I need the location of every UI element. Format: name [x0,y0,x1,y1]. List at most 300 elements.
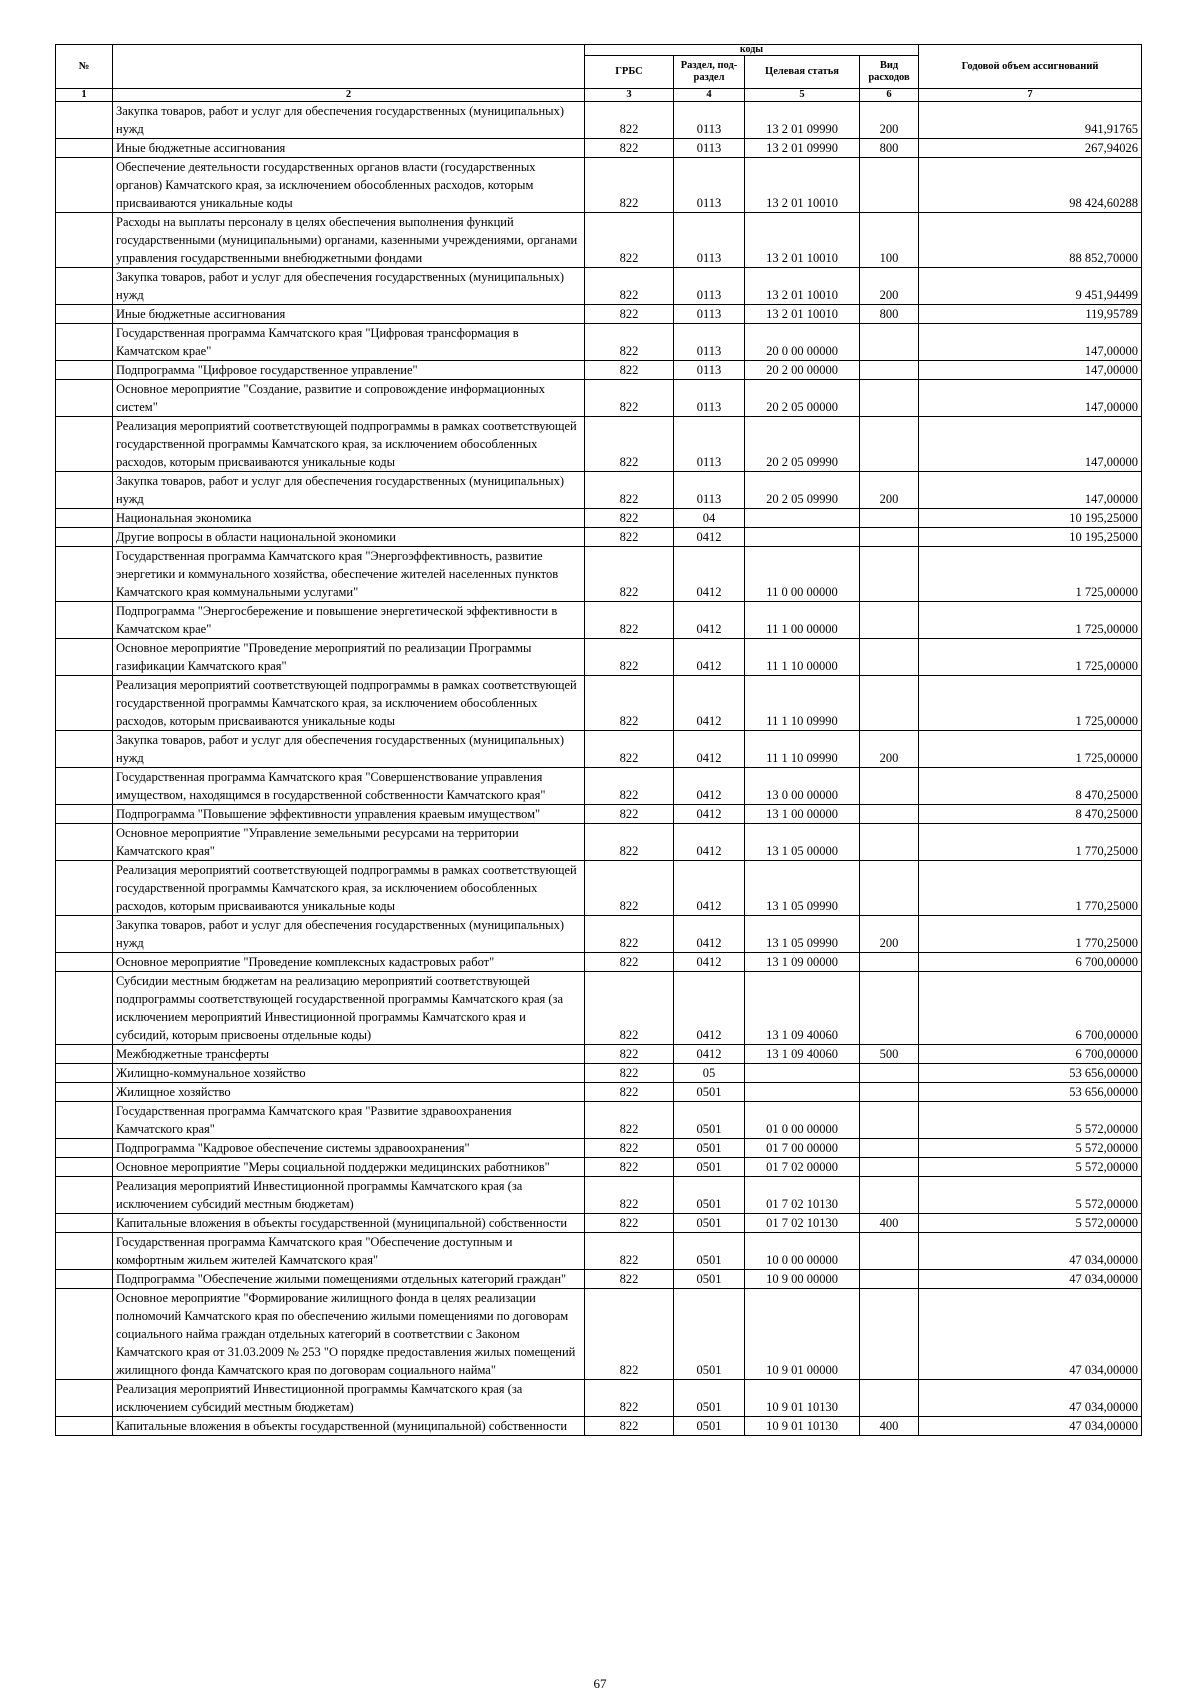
row-amount: 147,00000 [919,361,1142,380]
row-grbs: 822 [585,102,674,139]
row-target: 13 1 09 00000 [745,953,860,972]
row-kind [860,528,919,547]
row-kind [860,158,919,213]
row-kind [860,1289,919,1380]
row-name: Подпрограмма "Кадровое обеспечение системы здравоохранения" [113,1139,585,1158]
table-row [56,1045,1142,1064]
row-grbs: 822 [585,953,674,972]
table-row [56,602,1142,639]
table-row [56,1270,1142,1289]
row-amount: 10 195,25000 [919,509,1142,528]
row-number [56,213,113,268]
row-amount: 5 572,00000 [919,1177,1142,1214]
row-grbs: 822 [585,158,674,213]
row-section: 0501 [674,1289,745,1380]
row-section: 0412 [674,639,745,676]
row-number [56,1233,113,1270]
row-kind [860,953,919,972]
col-number: 6 [860,89,919,102]
table-row [56,102,1142,139]
table-row [56,824,1142,861]
row-name: Реализация мероприятий Инвестиционной программы Камчатского края (за исключением субсидий местным бюджетам) [113,1380,585,1417]
row-kind: 100 [860,213,919,268]
row-grbs: 822 [585,324,674,361]
row-kind [860,380,919,417]
row-target [745,528,860,547]
row-section: 0412 [674,1045,745,1064]
row-target: 13 0 00 00000 [745,768,860,805]
row-number [56,305,113,324]
row-kind [860,1139,919,1158]
row-number [56,768,113,805]
row-target: 13 1 09 40060 [745,1045,860,1064]
row-number [56,1177,113,1214]
row-name: Жилищное хозяйство [113,1083,585,1102]
row-grbs: 822 [585,1139,674,1158]
table-row [56,158,1142,213]
row-target: 13 2 01 10010 [745,305,860,324]
row-number [56,380,113,417]
row-number [56,1380,113,1417]
row-number [56,731,113,768]
row-kind: 200 [860,268,919,305]
row-name: Основное мероприятие "Проведение мероприятий по реализации Программы газификации Камчатского края" [113,639,585,676]
row-section: 0113 [674,324,745,361]
row-grbs: 822 [585,861,674,916]
row-name: Основное мероприятие "Управление земельными ресурсами на территории Камчатского края" [113,824,585,861]
row-section: 0501 [674,1270,745,1289]
table-row [56,861,1142,916]
row-amount: 6 700,00000 [919,953,1142,972]
table-row [56,731,1142,768]
table-row [56,1102,1142,1139]
row-grbs: 822 [585,676,674,731]
table-row [56,1139,1142,1158]
row-number [56,1064,113,1083]
row-target: 11 0 00 00000 [745,547,860,602]
row-target: 20 2 05 09990 [745,417,860,472]
row-name: Расходы на выплаты персоналу в целях обеспечения выполнения функций государственными (муниципальными) органами, казенными учреждениями, органами управления государственными внебюджетными фондами [113,213,585,268]
row-section: 0501 [674,1139,745,1158]
table-row [56,768,1142,805]
row-grbs: 822 [585,602,674,639]
row-target [745,1064,860,1083]
row-name: Подпрограмма "Энергосбережение и повышение энергетической эффективности в Камчатском крае" [113,602,585,639]
row-grbs: 822 [585,305,674,324]
row-kind [860,509,919,528]
row-number [56,324,113,361]
col-number: 1 [56,89,113,102]
row-kind: 800 [860,305,919,324]
row-grbs: 822 [585,1045,674,1064]
row-grbs: 822 [585,1270,674,1289]
row-amount: 267,94026 [919,139,1142,158]
col-number: 7 [919,89,1142,102]
row-grbs: 822 [585,380,674,417]
table-row [56,1064,1142,1083]
row-amount: 10 195,25000 [919,528,1142,547]
row-amount: 88 852,70000 [919,213,1142,268]
row-section: 0501 [674,1380,745,1417]
row-kind [860,1380,919,1417]
row-target: 11 1 10 09990 [745,676,860,731]
row-name: Иные бюджетные ассигнования [113,305,585,324]
row-amount: 147,00000 [919,417,1142,472]
row-target: 13 1 05 00000 [745,824,860,861]
row-amount: 9 451,94499 [919,268,1142,305]
row-target: 13 2 01 09990 [745,139,860,158]
row-name: Реализация мероприятий соответствующей подпрограммы в рамках соответствующей государственной программы Камчатского края, за исключением обособленных расходов, которым присваиваются уникальные коды [113,676,585,731]
table-header [56,45,1142,102]
header-target: Целевая статья [745,56,860,89]
row-name: Жилищно-коммунальное хозяйство [113,1064,585,1083]
row-grbs: 822 [585,139,674,158]
row-kind [860,547,919,602]
row-name: Закупка товаров, работ и услуг для обеспечения государственных (муниципальных) нужд [113,731,585,768]
row-kind [860,324,919,361]
row-kind [860,361,919,380]
header-codes: коды [585,45,919,56]
row-kind [860,1177,919,1214]
row-number [56,472,113,509]
table-row [56,916,1142,953]
row-section: 0412 [674,731,745,768]
row-amount: 47 034,00000 [919,1289,1142,1380]
row-amount: 1 725,00000 [919,602,1142,639]
row-target: 01 7 02 10130 [745,1214,860,1233]
row-section: 0501 [674,1158,745,1177]
table-row [56,213,1142,268]
row-grbs: 822 [585,1158,674,1177]
row-amount: 6 700,00000 [919,1045,1142,1064]
row-amount: 1 770,25000 [919,824,1142,861]
table-row [56,1214,1142,1233]
row-grbs: 822 [585,361,674,380]
row-target: 13 1 05 09990 [745,861,860,916]
row-section: 0113 [674,139,745,158]
row-amount: 1 725,00000 [919,676,1142,731]
row-kind [860,1102,919,1139]
row-section: 0501 [674,1417,745,1436]
row-amount: 1 725,00000 [919,731,1142,768]
row-grbs: 822 [585,916,674,953]
table-row [56,639,1142,676]
header-number: № [56,45,113,89]
row-grbs: 822 [585,768,674,805]
row-number [56,528,113,547]
row-amount: 5 572,00000 [919,1102,1142,1139]
row-name: Государственная программа Камчатского края "Энергоэффективность, развитие энергетики и коммунального хозяйства, обеспечение жителей населенных пунктов Камчатского края коммунальными услугами" [113,547,585,602]
row-name: Закупка товаров, работ и услуг для обеспечения государственных (муниципальных) нужд [113,268,585,305]
row-amount: 1 725,00000 [919,639,1142,676]
row-number [56,1083,113,1102]
header-grbs: ГРБС [585,56,674,89]
table-row [56,305,1142,324]
row-number [56,139,113,158]
col-number: 4 [674,89,745,102]
row-name: Основное мероприятие "Формирование жилищного фонда в целях реализации полномочий Камчатского края по обеспечению жилыми помещениями по договорам социального найма граждан отдельных категорий в соответствии с Законом Камчатского края от 31.03.2009 № 253 "О порядке предоставления жилых помещений жилищного фонда Камчатского края по договорам социального найма" [113,1289,585,1380]
row-section: 0501 [674,1177,745,1214]
row-number [56,916,113,953]
row-target: 20 2 05 09990 [745,472,860,509]
row-name: Другие вопросы в области национальной экономики [113,528,585,547]
header-annual: Годовой объем ассигнований [919,45,1142,89]
row-kind: 400 [860,1214,919,1233]
row-amount: 53 656,00000 [919,1064,1142,1083]
row-target: 01 7 02 10130 [745,1177,860,1214]
row-kind: 500 [860,1045,919,1064]
row-section: 0113 [674,213,745,268]
row-section: 0113 [674,417,745,472]
row-grbs: 822 [585,972,674,1045]
page-number: 67 [593,1676,607,1691]
row-section: 0412 [674,972,745,1045]
row-section: 0412 [674,861,745,916]
row-kind [860,1064,919,1083]
row-name: Основное мероприятие "Меры социальной поддержки медицинских работников" [113,1158,585,1177]
row-section: 0412 [674,953,745,972]
row-number [56,1270,113,1289]
row-name: Капитальные вложения в объекты государственной (муниципальной) собственности [113,1214,585,1233]
row-kind [860,972,919,1045]
row-number [56,1139,113,1158]
row-number [56,602,113,639]
table-row [56,380,1142,417]
row-name: Закупка товаров, работ и услуг для обеспечения государственных (муниципальных) нужд [113,916,585,953]
row-number [56,268,113,305]
row-section: 0113 [674,158,745,213]
row-number [56,1417,113,1436]
row-amount: 5 572,00000 [919,1139,1142,1158]
row-section: 05 [674,1064,745,1083]
row-amount: 147,00000 [919,472,1142,509]
row-target: 10 0 00 00000 [745,1233,860,1270]
row-kind [860,602,919,639]
row-name: Государственная программа Камчатского края "Цифровая трансформация в Камчатском крае" [113,324,585,361]
row-number [56,1214,113,1233]
row-kind: 200 [860,916,919,953]
budget-table [55,44,1142,1436]
row-number [56,1045,113,1064]
row-section: 0501 [674,1102,745,1139]
row-amount: 119,95789 [919,305,1142,324]
table-row [56,417,1142,472]
row-name: Закупка товаров, работ и услуг для обеспечения государственных (муниципальных) нужд [113,102,585,139]
row-number [56,509,113,528]
table-row [56,268,1142,305]
row-grbs: 822 [585,472,674,509]
row-target: 01 7 02 00000 [745,1158,860,1177]
row-section: 0412 [674,528,745,547]
row-amount: 6 700,00000 [919,972,1142,1045]
row-section: 0113 [674,361,745,380]
row-kind [860,861,919,916]
row-name: Реализация мероприятий соответствующей подпрограммы в рамках соответствующей государственной программы Камчатского края, за исключением обособленных расходов, которым присваиваются уникальные коды [113,861,585,916]
row-grbs: 822 [585,1083,674,1102]
row-grbs: 822 [585,1233,674,1270]
row-kind: 200 [860,102,919,139]
row-number [56,1158,113,1177]
row-number [56,158,113,213]
row-grbs: 822 [585,528,674,547]
row-number [56,361,113,380]
table-row [56,472,1142,509]
row-target: 13 1 00 00000 [745,805,860,824]
row-amount: 1 770,25000 [919,916,1142,953]
row-grbs: 822 [585,1064,674,1083]
row-target: 20 2 00 00000 [745,361,860,380]
row-name: Государственная программа Камчатского края "Развитие здравоохранения Камчатского края" [113,1102,585,1139]
row-amount: 8 470,25000 [919,805,1142,824]
row-grbs: 822 [585,213,674,268]
row-amount: 47 034,00000 [919,1380,1142,1417]
row-target: 10 9 01 10130 [745,1380,860,1417]
row-target: 13 2 01 10010 [745,158,860,213]
row-grbs: 822 [585,1289,674,1380]
row-amount: 941,91765 [919,102,1142,139]
row-grbs: 822 [585,1380,674,1417]
row-amount: 1 725,00000 [919,547,1142,602]
table-row [56,509,1142,528]
row-target: 13 1 05 09990 [745,916,860,953]
row-number [56,805,113,824]
header-section: Раздел, под-раздел [674,56,745,89]
row-target: 01 7 00 00000 [745,1139,860,1158]
col-number: 3 [585,89,674,102]
row-section: 0113 [674,305,745,324]
row-grbs: 822 [585,1102,674,1139]
row-name: Межбюджетные трансферты [113,1045,585,1064]
row-kind [860,1270,919,1289]
row-section: 0412 [674,602,745,639]
table-body [56,102,1142,1436]
table-row [56,1083,1142,1102]
row-name: Закупка товаров, работ и услуг для обеспечения государственных (муниципальных) нужд [113,472,585,509]
row-name: Капитальные вложения в объекты государственной (муниципальной) собственности [113,1417,585,1436]
row-section: 0412 [674,768,745,805]
row-name: Национальная экономика [113,509,585,528]
row-number [56,639,113,676]
row-target [745,509,860,528]
row-grbs: 822 [585,731,674,768]
row-section: 0412 [674,547,745,602]
row-target: 13 2 01 09990 [745,102,860,139]
row-kind [860,676,919,731]
table-row [56,1233,1142,1270]
row-kind [860,768,919,805]
row-section: 0113 [674,268,745,305]
table-row [56,953,1142,972]
row-amount: 47 034,00000 [919,1417,1142,1436]
row-section: 0113 [674,380,745,417]
row-grbs: 822 [585,824,674,861]
row-section: 0501 [674,1233,745,1270]
row-section: 0412 [674,916,745,953]
row-target: 01 0 00 00000 [745,1102,860,1139]
row-kind [860,1083,919,1102]
row-grbs: 822 [585,509,674,528]
row-kind: 800 [860,139,919,158]
table-row [56,1158,1142,1177]
table-row [56,1380,1142,1417]
row-section: 0412 [674,676,745,731]
row-grbs: 822 [585,1214,674,1233]
column-number-row [56,89,1142,102]
row-kind: 200 [860,472,919,509]
row-amount: 5 572,00000 [919,1214,1142,1233]
row-name: Основное мероприятие "Проведение комплексных кадастровых работ" [113,953,585,972]
table-row [56,528,1142,547]
row-name: Обеспечение деятельности государственных органов власти (государственных органов) Камчатского края, за исключением обособленных расходов, которым присваиваются уникальные коды [113,158,585,213]
row-grbs: 822 [585,547,674,602]
col-number: 5 [745,89,860,102]
header-kind: Вид расходов [860,56,919,89]
row-kind [860,1233,919,1270]
table-row [56,1177,1142,1214]
row-target: 10 9 01 10130 [745,1417,860,1436]
row-name: Государственная программа Камчатского края "Совершенствование управления имуществом, находящимся в государственной собственности Камчатского края" [113,768,585,805]
table-row [56,547,1142,602]
row-target: 13 1 09 40060 [745,972,860,1045]
table-row [56,324,1142,361]
row-amount: 47 034,00000 [919,1270,1142,1289]
table-row [56,361,1142,380]
row-name: Подпрограмма "Цифровое государственное управление" [113,361,585,380]
row-kind [860,805,919,824]
row-section: 0113 [674,472,745,509]
row-section: 0412 [674,805,745,824]
row-target: 13 2 01 10010 [745,213,860,268]
row-name: Реализация мероприятий Инвестиционной программы Камчатского края (за исключением субсидий местным бюджетам) [113,1177,585,1214]
row-amount: 53 656,00000 [919,1083,1142,1102]
table-row [56,1289,1142,1380]
row-kind [860,824,919,861]
row-target: 20 2 05 00000 [745,380,860,417]
row-grbs: 822 [585,268,674,305]
row-name: Иные бюджетные ассигнования [113,139,585,158]
row-kind [860,639,919,676]
row-kind: 200 [860,731,919,768]
row-target: 20 0 00 00000 [745,324,860,361]
row-section: 0501 [674,1214,745,1233]
row-target: 11 1 10 09990 [745,731,860,768]
table-row [56,676,1142,731]
header-name [113,45,585,89]
row-number [56,547,113,602]
row-amount: 8 470,25000 [919,768,1142,805]
row-number [56,824,113,861]
row-section: 0501 [674,1083,745,1102]
row-number [56,861,113,916]
row-section: 04 [674,509,745,528]
row-name: Субсидии местным бюджетам на реализацию мероприятий соответствующей подпрограммы соответствующей государственной программы Камчатского края (за исключением мероприятий Инвестиционной программы Камчатского края и субсидий, которым присвоены отдельные коды) [113,972,585,1045]
row-number [56,417,113,472]
table-row [56,139,1142,158]
table-row [56,805,1142,824]
row-target: 11 1 10 00000 [745,639,860,676]
row-grbs: 822 [585,639,674,676]
row-grbs: 822 [585,1177,674,1214]
row-name: Подпрограмма "Обеспечение жилыми помещениями отдельных категорий граждан" [113,1270,585,1289]
row-amount: 147,00000 [919,324,1142,361]
row-section: 0113 [674,102,745,139]
row-target: 13 2 01 10010 [745,268,860,305]
row-number [56,676,113,731]
row-kind [860,1158,919,1177]
table-row [56,972,1142,1045]
row-number [56,102,113,139]
row-grbs: 822 [585,417,674,472]
